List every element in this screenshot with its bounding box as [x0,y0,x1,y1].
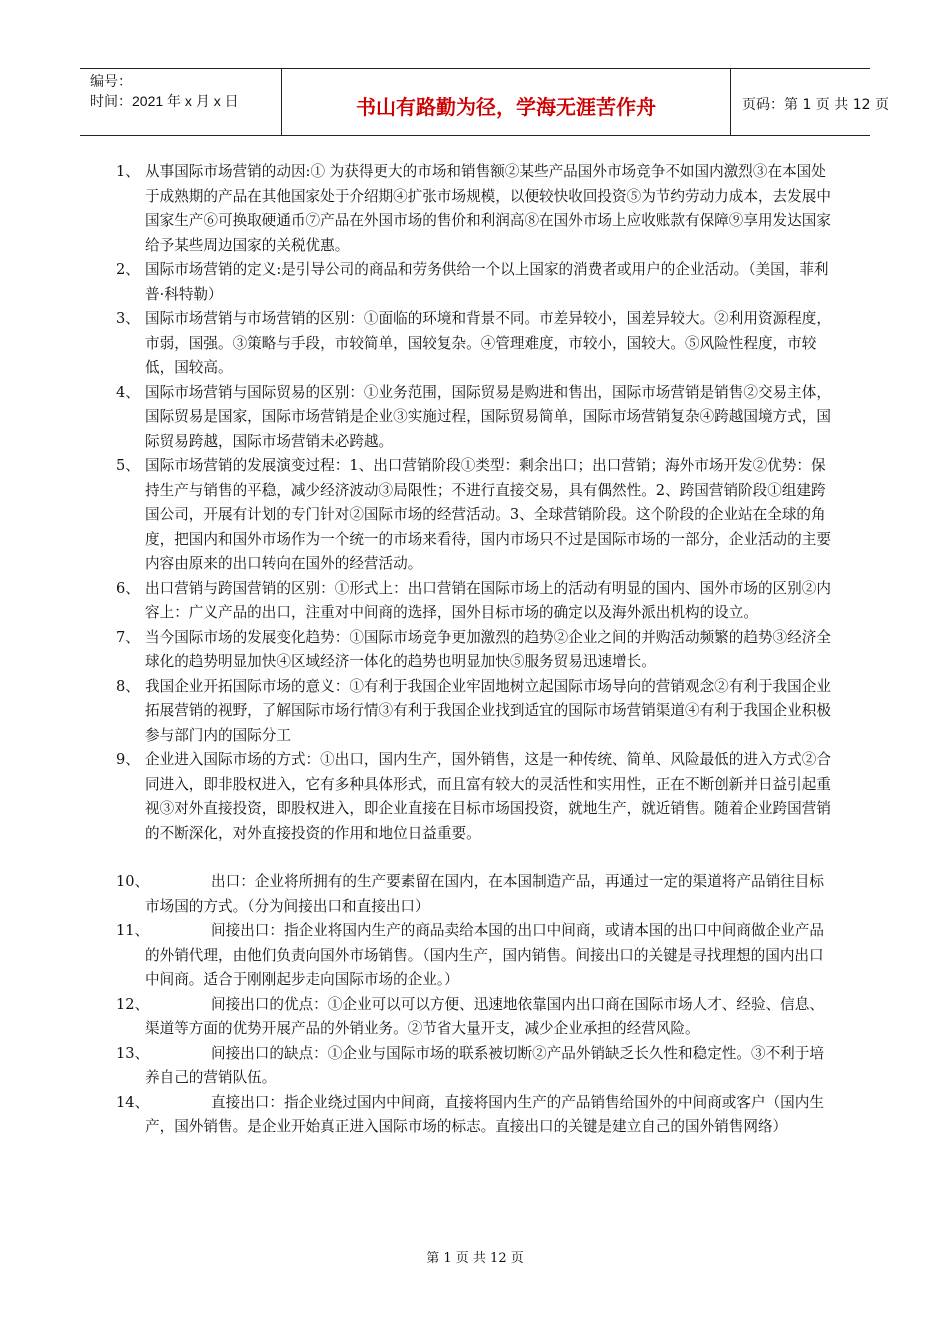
list-item-14 [118,1091,838,1140]
item-text: 国际市场营销的发展演变过程：1、出口营销阶段①类型：剩余出口；出口营销；海外市场开发②优势：保持生产与销售的平稳，减少经济波动③局限性；不进行直接交易，具有偶然性。2、跨国营销阶段①组建跨国公司，开展有计划的专门针对②国际市场的经营活动。3、全球营销阶段。这个阶段的企业站在全球的角度，把国内和国外市场作为一个统一的市场来看待，国内市场只不过是国际市场的一部分，企业活动的主要内容由原来的出口转向在国外的经营活动。 [145,457,831,572]
item-text: 国际市场营销与国际贸易的区别：①业务范围，国际贸易是购进和售出，国际市场营销是销售②交易主体，国际贸易是国家，国际市场营销是企业③实施过程，国际贸易简单，国际市场营销复杂④跨越国境方式，国际贸易跨越，国际市场营销未必跨越。 [145,383,831,450]
list-item-11 [118,919,838,993]
item-number: 14、 [116,1093,150,1111]
item-number: 10、 [116,873,150,890]
document-date-label: 时间：2021 年 x 月 x 日 [90,93,239,109]
list-item-7 [118,626,838,675]
item-text: 当今国际市场的发展变化趋势：①国际市场竞争更加激烈的趋势②企业之间的并购活动频繁的趋势③经济全球化的趋势明显加快④区域经济一体化的趋势也明显加快⑤服务贸易迅速增长。 [145,628,831,670]
item-number: 12、 [116,995,150,1013]
item-text: 间接出口的缺点：①企业与国际市场的联系被切断②产品外销缺乏长久性和稳定性。③不利于培养自己的营销队伍。 [145,1044,824,1086]
page-footer: 第 1 页 共 12 页 [426,1251,524,1266]
list-item-12 [118,993,838,1042]
item-number: 5、 [116,457,140,474]
list-item-9 [118,748,838,846]
list-item-10 [118,870,838,919]
header-motto-cell [281,69,731,135]
item-number: 1、 [116,163,140,180]
item-text: 出口：企业将所拥有的生产要素留在国内，在本国制造产品，再通过一定的渠道将产品销往目标市场国的方式。（分为间接出口和直接出口） [145,873,824,915]
list-item-1 [118,160,838,258]
item-text: 国际市场营销的定义:是引导公司的商品和劳务供给一个以上国家的消费者或用户的企业活动。（美国，菲利普·科特勒） [145,261,829,303]
item-text: 间接出口：指企业将国内生产的商品卖给本国的出口中间商，或请本国的出口中间商做企业产品的外销代理，由他们负责向国外市场销售。（国内生产，国内销售。间接出口的关键是寻找理想的国内出口中间商。适合于刚刚起步走向国际市场的企业。） [145,922,824,988]
item-text: 企业进入国际市场的方式：①出口，国内生产，国外销售，这是一种传统、简单、风险最低的进入方式②合同进入，即非股权进入，它有多种具体形式，而且富有较大的灵活性和实用性，正在不断创新并日益引起重视③对外直接投资，即股权进入，即企业直接在目标市场国投资，就地生产，就近销售。随着企业跨国营销的不断深化，对外直接投资的作用和地位日益重要。 [145,751,831,842]
item-text: 直接出口：指企业绕过国内中间商，直接将国内生产的产品销售给国外的中间商或客户（国内生产，国外销售。是企业开始真正进入国际市场的标志。直接出口的关键是建立自己的国外销售网络） [145,1093,824,1135]
item-number: 7、 [116,628,140,646]
item-text: 出口营销与跨国营销的区别：①形式上：出口营销在国际市场上的活动有明显的国内、国外市场的区别②内容上：广义产品的出口，注重对中间商的选择，国外目标市场的确定以及海外派出机构的设立。 [145,579,831,621]
item-number: 9、 [116,751,140,768]
item-number: 4、 [116,383,140,401]
item-number: 8、 [116,677,140,695]
header-page-cell [730,69,889,135]
header-page-info: 页码：第 1 页 共 12 页 [742,97,889,113]
list-item-8 [118,675,838,749]
item-number: 2、 [116,261,140,278]
header-motto: 书山有路勤为径，学海无涯苦作舟 [356,95,656,119]
list-item-2 [118,258,838,307]
item-number: 6、 [116,579,140,597]
item-text: 国际市场营销与市场营销的区别：①面临的环境和背景不同。市差异较小，国差异较大。②利用资源程度，市弱，国强。③策略与手段，市较简单，国较复杂。④管理难度，市较小，国较大。⑤风险性程度，市较低，国较高。 [145,310,831,376]
document-body [118,160,838,1140]
list-item-4 [118,381,838,455]
item-number: 3、 [116,310,140,327]
item-text: 从事国际市场营销的动因:① 为获得更大的市场和销售额②某些产品国外市场竞争不如国内激烈③在本国处于成熟期的产品在其他国家处于介绍期④扩张市场规模，以便较快收回投资⑤为节约劳动力成本，去发展中国家生产⑥可换取硬通币⑦产品在外国市场的售价和利润高⑧在国外市场上应收账款有保障⑨享用发达国家给予某些周边国家的关税优惠。 [145,163,831,254]
page-header [80,68,889,136]
list-item-13 [118,1042,838,1091]
list-item-5 [118,454,838,577]
item-text: 我国企业开拓国际市场的意义：①有利于我国企业牢固地树立起国际市场导向的营销观念②有利于我国企业拓展营销的视野，了解国际市场行情③有利于我国企业找到适宜的国际市场营销渠道④有利于我国企业积极参与部门内的国际分工 [145,677,831,744]
item-number: 11、 [116,922,150,939]
list-item-3 [118,307,838,381]
item-text: 间接出口的优点：①企业可以可以方便、迅速地依靠国内出口商在国际市场人才、经验、信息、渠道等方面的优势开展产品的外销业务。②节省大量开支，减少企业承担的经营风险。 [145,995,824,1037]
list-item-6 [118,577,838,626]
paragraph-gap [118,846,838,870]
document-number-label: 编号： [90,73,132,89]
header-left-cell [80,69,281,135]
item-number: 13、 [116,1044,150,1062]
